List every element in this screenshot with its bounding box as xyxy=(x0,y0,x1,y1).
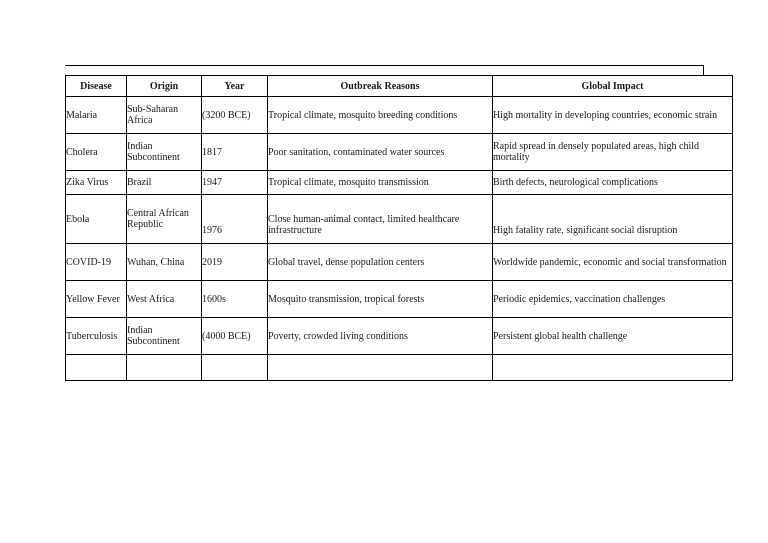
year-cell: 1817 xyxy=(202,134,268,171)
year-cell: 1976 xyxy=(202,195,268,244)
table-row xyxy=(66,97,733,134)
table-header-row xyxy=(66,76,733,97)
disease-cell xyxy=(66,355,127,381)
column-header-year: Year xyxy=(202,76,268,97)
outbreak-reasons-cell: Close human-animal contact, limited healthcare infrastructure xyxy=(268,195,493,244)
origin-cell: Indian Subcontinent xyxy=(127,134,202,171)
outbreak-reasons-cell xyxy=(268,355,493,381)
year-cell: 1947 xyxy=(202,171,268,195)
global-impact-cell: Rapid spread in densely populated areas, high child mortality xyxy=(493,134,733,171)
outbreak-reasons-cell: Poverty, crowded living conditions xyxy=(268,318,493,355)
outbreak-reasons-cell: Mosquito transmission, tropical forests xyxy=(268,281,493,318)
table-row xyxy=(66,244,733,281)
column-header-origin: Origin xyxy=(127,76,202,97)
column-header-outbreak-reasons: Outbreak Reasons xyxy=(268,76,493,97)
disease-cell: Malaria xyxy=(66,97,127,134)
outbreak-reasons-cell: Tropical climate, mosquito transmission xyxy=(268,171,493,195)
table-row xyxy=(66,195,733,244)
disease-cell: Cholera xyxy=(66,134,127,171)
origin-cell: Brazil xyxy=(127,171,202,195)
outbreak-reasons-cell: Global travel, dense population centers xyxy=(268,244,493,281)
table-row xyxy=(66,281,733,318)
global-impact-cell: High fatality rate, significant social disruption xyxy=(493,195,733,244)
table-row xyxy=(66,171,733,195)
global-impact-cell: High mortality in developing countries, economic strain xyxy=(493,97,733,134)
table-row-empty xyxy=(66,355,733,381)
origin-cell xyxy=(127,355,202,381)
disease-cell: Zika Virus xyxy=(66,171,127,195)
year-cell: 2019 xyxy=(202,244,268,281)
outbreak-reasons-cell: Tropical climate, mosquito breeding conditions xyxy=(268,97,493,134)
global-impact-cell xyxy=(493,355,733,381)
disease-cell: Yellow Fever xyxy=(66,281,127,318)
year-cell: (3200 BCE) xyxy=(202,97,268,134)
origin-cell: Central African Republic xyxy=(127,195,202,244)
year-cell: 1600s xyxy=(202,281,268,318)
origin-cell: West Africa xyxy=(127,281,202,318)
disease-cell: Ebola xyxy=(66,195,127,244)
column-header-disease: Disease xyxy=(66,76,127,97)
column-header-global-impact: Global Impact xyxy=(493,76,733,97)
disease-cell: COVID-19 xyxy=(66,244,127,281)
global-impact-cell: Worldwide pandemic, economic and social transformation xyxy=(493,244,733,281)
global-impact-cell: Persistent global health challenge xyxy=(493,318,733,355)
table-top-rule xyxy=(65,65,704,75)
global-impact-cell: Birth defects, neurological complications xyxy=(493,171,733,195)
table-row xyxy=(66,134,733,171)
year-cell xyxy=(202,355,268,381)
origin-cell: Sub-Saharan Africa xyxy=(127,97,202,134)
global-impact-cell: Periodic epidemics, vaccination challenges xyxy=(493,281,733,318)
year-cell: (4000 BCE) xyxy=(202,318,268,355)
outbreak-reasons-cell: Poor sanitation, contaminated water sources xyxy=(268,134,493,171)
origin-cell: Wuhan, China xyxy=(127,244,202,281)
origin-cell: Indian Subcontinent xyxy=(127,318,202,355)
disease-table xyxy=(65,75,733,381)
disease-cell: Tuberculosis xyxy=(66,318,127,355)
table-row xyxy=(66,318,733,355)
